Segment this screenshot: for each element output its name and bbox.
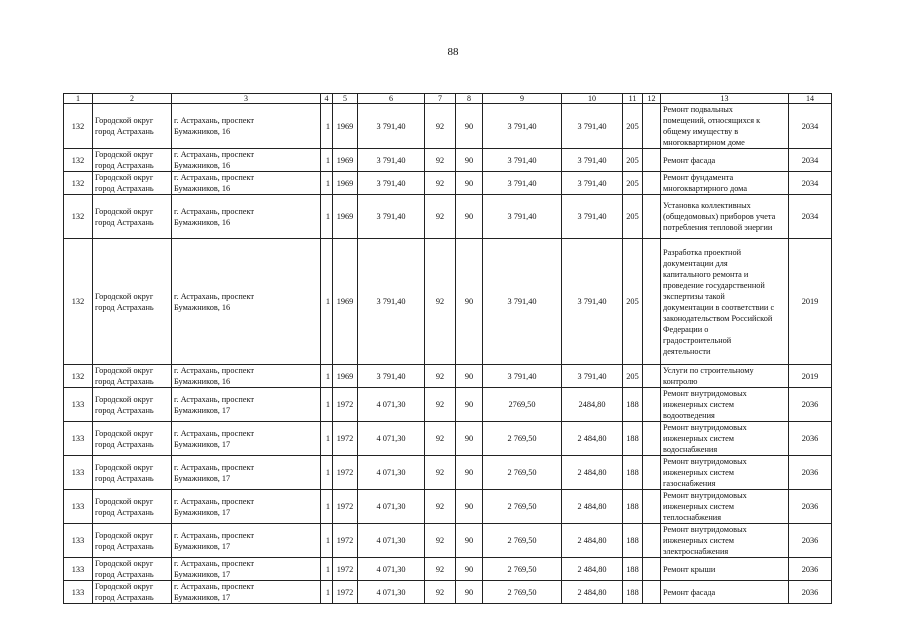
col12-cell [643, 239, 661, 365]
district-cell: Городской округ город Астрахань [93, 524, 172, 558]
work-type-cell: Ремонт внутридомовых инженерных систем водоотведения [661, 388, 789, 422]
year-cell: 1969 [333, 365, 358, 388]
col8-cell: 90 [456, 558, 483, 581]
col11-cell: 205 [623, 195, 643, 239]
col8-cell: 90 [456, 195, 483, 239]
row-number: 132 [64, 149, 93, 172]
due-year-cell: 2036 [789, 422, 832, 456]
due-year-cell: 2036 [789, 456, 832, 490]
col10-cell: 2 484,80 [562, 490, 623, 524]
col7-cell: 92 [425, 524, 456, 558]
col10-cell: 3 791,40 [562, 365, 623, 388]
area-cell: 4 071,30 [358, 490, 425, 524]
col11-cell: 188 [623, 388, 643, 422]
row-number: 133 [64, 422, 93, 456]
row-number: 132 [64, 365, 93, 388]
year-cell: 1972 [333, 558, 358, 581]
address-cell: г. Астрахань, проспект Бумажников, 16 [172, 239, 321, 365]
col9-cell: 3 791,40 [483, 195, 562, 239]
due-year-cell: 2019 [789, 365, 832, 388]
table-row [64, 195, 832, 239]
col4-cell: 1 [321, 524, 333, 558]
row-number: 133 [64, 388, 93, 422]
row-number: 132 [64, 239, 93, 365]
table-row [64, 388, 832, 422]
col8-cell: 90 [456, 524, 483, 558]
col8-cell: 90 [456, 365, 483, 388]
col7-cell: 92 [425, 172, 456, 195]
year-cell: 1972 [333, 456, 358, 490]
col4-cell: 1 [321, 456, 333, 490]
col9-cell: 2 769,50 [483, 581, 562, 604]
year-cell: 1969 [333, 104, 358, 149]
area-cell: 4 071,30 [358, 558, 425, 581]
col12-cell [643, 149, 661, 172]
area-cell: 4 071,30 [358, 456, 425, 490]
due-year-cell: 2034 [789, 149, 832, 172]
work-type-cell: Ремонт внутридомовых инженерных систем газоснабжения [661, 456, 789, 490]
area-cell: 3 791,40 [358, 239, 425, 365]
area-cell: 4 071,30 [358, 388, 425, 422]
work-type-cell: Ремонт крыши [661, 558, 789, 581]
col8-cell: 90 [456, 490, 483, 524]
column-header: 6 [358, 94, 425, 104]
row-number: 132 [64, 104, 93, 149]
col11-cell: 205 [623, 104, 643, 149]
col9-cell: 2769,50 [483, 388, 562, 422]
col9-cell: 3 791,40 [483, 149, 562, 172]
col4-cell: 1 [321, 422, 333, 456]
col7-cell: 92 [425, 388, 456, 422]
district-cell: Городской округ город Астрахань [93, 195, 172, 239]
due-year-cell: 2036 [789, 388, 832, 422]
due-year-cell: 2036 [789, 558, 832, 581]
col10-cell: 3 791,40 [562, 239, 623, 365]
row-number: 133 [64, 558, 93, 581]
col4-cell: 1 [321, 149, 333, 172]
col9-cell: 3 791,40 [483, 104, 562, 149]
work-type-cell: Ремонт внутридомовых инженерных систем теплоснабжения [661, 490, 789, 524]
address-cell: г. Астрахань, проспект Бумажников, 17 [172, 581, 321, 604]
address-cell: г. Астрахань, проспект Бумажников, 16 [172, 104, 321, 149]
col4-cell: 1 [321, 239, 333, 365]
col8-cell: 90 [456, 422, 483, 456]
col7-cell: 92 [425, 195, 456, 239]
column-header: 12 [643, 94, 661, 104]
col12-cell [643, 195, 661, 239]
address-cell: г. Астрахань, проспект Бумажников, 17 [172, 456, 321, 490]
district-cell: Городской округ город Астрахань [93, 149, 172, 172]
area-cell: 3 791,40 [358, 149, 425, 172]
row-number: 133 [64, 524, 93, 558]
col9-cell: 2 769,50 [483, 456, 562, 490]
col7-cell: 92 [425, 104, 456, 149]
col12-cell [643, 581, 661, 604]
address-cell: г. Астрахань, проспект Бумажников, 17 [172, 422, 321, 456]
district-cell: Городской округ город Астрахань [93, 558, 172, 581]
address-cell: г. Астрахань, проспект Бумажников, 17 [172, 388, 321, 422]
col10-cell: 3 791,40 [562, 195, 623, 239]
col12-cell [643, 172, 661, 195]
column-header: 1 [64, 94, 93, 104]
column-header: 5 [333, 94, 358, 104]
year-cell: 1972 [333, 388, 358, 422]
table-row [64, 456, 832, 490]
col12-cell [643, 422, 661, 456]
col12-cell [643, 365, 661, 388]
col7-cell: 92 [425, 239, 456, 365]
col9-cell: 2 769,50 [483, 490, 562, 524]
col8-cell: 90 [456, 149, 483, 172]
address-cell: г. Астрахань, проспект Бумажников, 17 [172, 558, 321, 581]
column-header: 9 [483, 94, 562, 104]
col11-cell: 205 [623, 172, 643, 195]
col11-cell: 188 [623, 456, 643, 490]
year-cell: 1969 [333, 195, 358, 239]
column-header: 4 [321, 94, 333, 104]
work-type-cell: Ремонт внутридомовых инженерных систем водоснабжения [661, 422, 789, 456]
area-cell: 4 071,30 [358, 524, 425, 558]
col10-cell: 2484,80 [562, 388, 623, 422]
col7-cell: 92 [425, 490, 456, 524]
col7-cell: 92 [425, 365, 456, 388]
work-type-cell: Услуги по строительному контролю [661, 365, 789, 388]
col4-cell: 1 [321, 172, 333, 195]
table-row [64, 365, 832, 388]
year-cell: 1969 [333, 149, 358, 172]
col9-cell: 2 769,50 [483, 524, 562, 558]
year-cell: 1969 [333, 239, 358, 365]
col4-cell: 1 [321, 558, 333, 581]
col4-cell: 1 [321, 388, 333, 422]
col9-cell: 3 791,40 [483, 239, 562, 365]
table-row [64, 172, 832, 195]
col10-cell: 2 484,80 [562, 456, 623, 490]
work-type-cell: Ремонт фасада [661, 581, 789, 604]
due-year-cell: 2036 [789, 581, 832, 604]
col8-cell: 90 [456, 581, 483, 604]
col7-cell: 92 [425, 149, 456, 172]
table-row [64, 490, 832, 524]
col11-cell: 205 [623, 239, 643, 365]
work-type-cell: Ремонт внутридомовых инженерных систем электроснабжения [661, 524, 789, 558]
col11-cell: 188 [623, 558, 643, 581]
work-type-cell: Установка коллективных (общедомовых) приборов учета потребления тепловой энергии [661, 195, 789, 239]
work-type-cell: Разработка проектной документации для капитального ремонта и проведение государственной экспертизы такой документации в соответствии с законодательством Российской Федерации о градостроительной деятельности [661, 239, 789, 365]
address-cell: г. Астрахань, проспект Бумажников, 16 [172, 172, 321, 195]
col10-cell: 2 484,80 [562, 422, 623, 456]
col12-cell [643, 524, 661, 558]
year-cell: 1972 [333, 422, 358, 456]
table-row [64, 581, 832, 604]
column-header: 7 [425, 94, 456, 104]
year-cell: 1972 [333, 524, 358, 558]
address-cell: г. Астрахань, проспект Бумажников, 16 [172, 149, 321, 172]
column-header: 13 [661, 94, 789, 104]
col4-cell: 1 [321, 581, 333, 604]
col12-cell [643, 388, 661, 422]
table-body [64, 104, 832, 604]
col10-cell: 3 791,40 [562, 172, 623, 195]
due-year-cell: 2019 [789, 239, 832, 365]
area-cell: 4 071,30 [358, 422, 425, 456]
area-cell: 3 791,40 [358, 172, 425, 195]
col12-cell [643, 490, 661, 524]
column-header: 3 [172, 94, 321, 104]
district-cell: Городской округ город Астрахань [93, 239, 172, 365]
column-header: 10 [562, 94, 623, 104]
due-year-cell: 2034 [789, 104, 832, 149]
district-cell: Городской округ город Астрахань [93, 388, 172, 422]
column-header: 14 [789, 94, 832, 104]
district-cell: Городской округ город Астрахань [93, 456, 172, 490]
district-cell: Городской округ город Астрахань [93, 422, 172, 456]
address-cell: г. Астрахань, проспект Бумажников, 17 [172, 490, 321, 524]
column-header: 11 [623, 94, 643, 104]
col8-cell: 90 [456, 104, 483, 149]
year-cell: 1972 [333, 581, 358, 604]
table-row [64, 239, 832, 365]
district-cell: Городской округ город Астрахань [93, 490, 172, 524]
col7-cell: 92 [425, 456, 456, 490]
col10-cell: 2 484,80 [562, 524, 623, 558]
row-number: 132 [64, 195, 93, 239]
due-year-cell: 2036 [789, 524, 832, 558]
column-number-row [64, 94, 832, 104]
col11-cell: 188 [623, 490, 643, 524]
district-cell: Городской округ город Астрахань [93, 581, 172, 604]
year-cell: 1972 [333, 490, 358, 524]
col11-cell: 188 [623, 581, 643, 604]
column-header: 2 [93, 94, 172, 104]
row-number: 132 [64, 172, 93, 195]
col4-cell: 1 [321, 195, 333, 239]
col11-cell: 205 [623, 149, 643, 172]
col9-cell: 2 769,50 [483, 422, 562, 456]
col12-cell [643, 456, 661, 490]
col8-cell: 90 [456, 239, 483, 365]
col8-cell: 90 [456, 172, 483, 195]
work-type-cell: Ремонт подвальных помещений, относящихся к общему имуществу в многоквартирном доме [661, 104, 789, 149]
table-row [64, 524, 832, 558]
address-cell: г. Астрахань, проспект Бумажников, 16 [172, 365, 321, 388]
row-number: 133 [64, 456, 93, 490]
area-cell: 3 791,40 [358, 365, 425, 388]
work-type-cell: Ремонт фасада [661, 149, 789, 172]
col11-cell: 205 [623, 365, 643, 388]
area-cell: 3 791,40 [358, 104, 425, 149]
col7-cell: 92 [425, 558, 456, 581]
col10-cell: 3 791,40 [562, 149, 623, 172]
col8-cell: 90 [456, 456, 483, 490]
col11-cell: 188 [623, 422, 643, 456]
col4-cell: 1 [321, 490, 333, 524]
district-cell: Городской округ город Астрахань [93, 104, 172, 149]
repair-program-table [63, 93, 832, 604]
column-header: 8 [456, 94, 483, 104]
col9-cell: 3 791,40 [483, 172, 562, 195]
area-cell: 3 791,40 [358, 195, 425, 239]
year-cell: 1969 [333, 172, 358, 195]
col9-cell: 3 791,40 [483, 365, 562, 388]
page-number: 88 [447, 46, 459, 58]
row-number: 133 [64, 581, 93, 604]
due-year-cell: 2034 [789, 172, 832, 195]
address-cell: г. Астрахань, проспект Бумажников, 16 [172, 195, 321, 239]
work-type-cell: Ремонт фундамента многоквартирного дома [661, 172, 789, 195]
district-cell: Городской округ город Астрахань [93, 365, 172, 388]
col7-cell: 92 [425, 422, 456, 456]
col12-cell [643, 104, 661, 149]
table-row [64, 104, 832, 149]
col7-cell: 92 [425, 581, 456, 604]
col4-cell: 1 [321, 104, 333, 149]
district-cell: Городской округ город Астрахань [93, 172, 172, 195]
due-year-cell: 2036 [789, 490, 832, 524]
col10-cell: 2 484,80 [562, 581, 623, 604]
col10-cell: 3 791,40 [562, 104, 623, 149]
address-cell: г. Астрахань, проспект Бумажников, 17 [172, 524, 321, 558]
col10-cell: 2 484,80 [562, 558, 623, 581]
table-row [64, 558, 832, 581]
table-row [64, 422, 832, 456]
col9-cell: 2 769,50 [483, 558, 562, 581]
row-number: 133 [64, 490, 93, 524]
due-year-cell: 2034 [789, 195, 832, 239]
col12-cell [643, 558, 661, 581]
col8-cell: 90 [456, 388, 483, 422]
col11-cell: 188 [623, 524, 643, 558]
table-row [64, 149, 832, 172]
col4-cell: 1 [321, 365, 333, 388]
area-cell: 4 071,30 [358, 581, 425, 604]
